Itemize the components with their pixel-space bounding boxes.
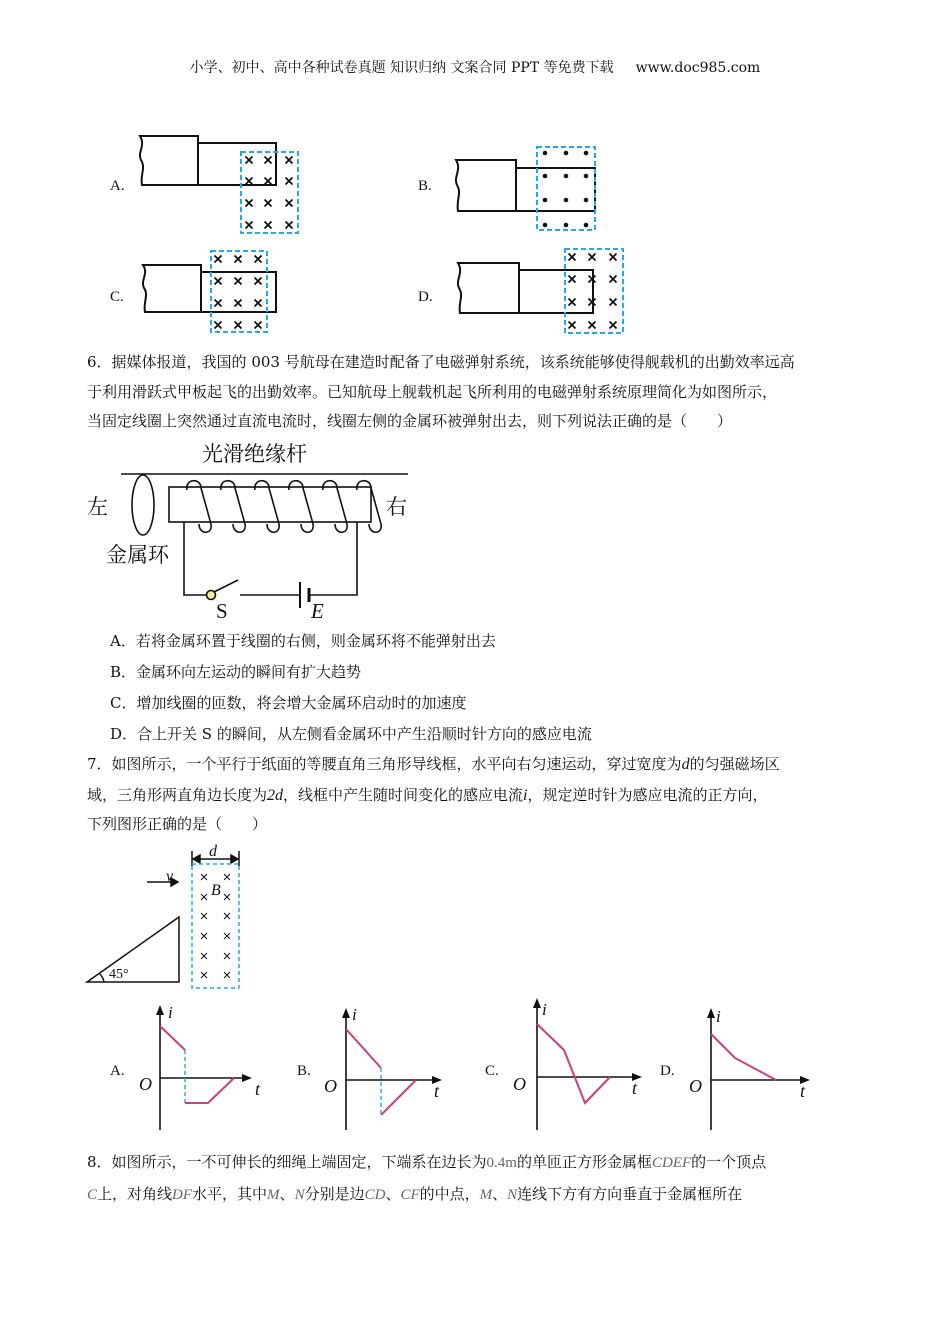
battery-label: E bbox=[311, 599, 324, 623]
dot-mark bbox=[564, 198, 569, 203]
cross-mark bbox=[224, 874, 230, 880]
left-label: 左 bbox=[87, 495, 108, 519]
cross-mark bbox=[201, 933, 207, 939]
q6-line-2: 于利用滑跃式甲板起飞的出勤效率。已知航母上舰载机起飞所利用的电磁弹射系统原理简化为如图所示， bbox=[87, 383, 778, 401]
coil-winding bbox=[187, 481, 381, 533]
cross-mark bbox=[224, 972, 230, 978]
graph-option-label: C. bbox=[485, 1063, 499, 1079]
cross-mark bbox=[246, 178, 253, 185]
rod-label: 光滑绝缘杆 bbox=[202, 442, 307, 466]
dot-mark bbox=[584, 174, 589, 179]
field-label: B bbox=[211, 882, 221, 899]
current-curve bbox=[381, 1080, 416, 1115]
q5-figures bbox=[140, 136, 595, 313]
cross-mark bbox=[224, 953, 230, 959]
current-curve bbox=[537, 1024, 610, 1103]
text: 水平，其中 bbox=[192, 1185, 268, 1203]
cross-mark bbox=[246, 157, 253, 164]
current-curve bbox=[346, 1029, 381, 1068]
q6-line-3: 当固定线圈上突然通过直流电流时，线圈左侧的金属环被弹射出去，则下列说法正确的是（ ） bbox=[87, 412, 733, 430]
math-symbol: M bbox=[267, 1187, 280, 1203]
cross-mark bbox=[235, 256, 242, 263]
t-axis-arrow bbox=[242, 1074, 252, 1082]
cross-mark bbox=[215, 322, 222, 329]
q7-line-3: 下列图形正确的是（ ） bbox=[87, 815, 268, 833]
t-axis-label: t bbox=[434, 1081, 440, 1101]
header-text: 小学、初中、高中各种试卷真题 知识归纳 文案合同 PPT 等免费下载 bbox=[189, 60, 614, 76]
math-symbol: N bbox=[294, 1187, 305, 1203]
i-axis-label: i bbox=[716, 1007, 721, 1026]
cross-mark bbox=[286, 157, 293, 164]
q5-option-d[interactable]: D. bbox=[418, 289, 433, 305]
text: 连线下方有方向垂直于金属框所在 bbox=[517, 1185, 743, 1203]
q5-option-a[interactable]: A. bbox=[110, 178, 125, 194]
cross-mark bbox=[265, 178, 272, 185]
dot-mark bbox=[543, 151, 548, 156]
graph-b bbox=[297, 1005, 442, 1130]
origin-label: O bbox=[324, 1076, 337, 1096]
math-i: i bbox=[523, 787, 528, 804]
angle-label: 45° bbox=[109, 967, 129, 982]
graph-option-label: B. bbox=[297, 1063, 311, 1079]
math-symbol: DF bbox=[172, 1187, 193, 1203]
i-axis-label: i bbox=[352, 1005, 357, 1024]
i-axis-label: i bbox=[542, 1000, 547, 1019]
cross-mark bbox=[569, 276, 576, 283]
text: 的单匝正方形金属框 bbox=[516, 1153, 652, 1171]
current-curve bbox=[711, 1034, 776, 1080]
q6-option-b[interactable]: B．金属环向左运动的瞬间有扩大趋势 bbox=[110, 663, 362, 681]
text: 的一个顶点 bbox=[691, 1153, 767, 1171]
math-cdef: CDEF bbox=[651, 1155, 692, 1171]
triangle-diagram bbox=[87, 851, 239, 982]
dot-mark bbox=[564, 174, 569, 179]
q5-option-c[interactable]: C. bbox=[110, 289, 124, 305]
text: 、 bbox=[492, 1185, 508, 1203]
math-symbol: C bbox=[87, 1187, 98, 1203]
ring-label: 金属环 bbox=[106, 543, 169, 567]
cross-mark bbox=[246, 200, 253, 207]
text: ，规定逆时针为感应电流的正方向， bbox=[527, 786, 768, 804]
cross-mark bbox=[610, 322, 617, 329]
text: 8．如图所示，一不可伸长的细绳上端固定，下端系在边长为 bbox=[87, 1153, 487, 1171]
cross-mark bbox=[286, 178, 293, 185]
math-symbol: M bbox=[479, 1187, 493, 1203]
header-url: www.doc985.com bbox=[635, 60, 761, 76]
dot-mark bbox=[584, 223, 589, 228]
text: 分别是边 bbox=[304, 1185, 365, 1203]
math-2d: 2d bbox=[267, 787, 284, 804]
switch-arm bbox=[214, 580, 238, 592]
switch-label: S bbox=[216, 599, 228, 623]
q6-option-d[interactable]: D．合上开关 S 的瞬间，从左侧看金属环中产生沿顺时针方向的感应电流 bbox=[110, 725, 592, 743]
velocity-label: v bbox=[166, 868, 174, 885]
cross-mark bbox=[569, 254, 576, 261]
cross-mark bbox=[610, 299, 617, 306]
math-symbol: N bbox=[507, 1187, 518, 1203]
angle-arc bbox=[99, 973, 104, 982]
cross-mark bbox=[255, 300, 262, 307]
cross-mark bbox=[215, 300, 222, 307]
cross-mark bbox=[201, 894, 207, 900]
width-label: d bbox=[209, 843, 217, 860]
cross-mark bbox=[610, 254, 617, 261]
text: 域，三角形两直角边长度为 bbox=[87, 786, 268, 804]
t-axis-label: t bbox=[632, 1078, 638, 1098]
cross-mark bbox=[201, 953, 207, 959]
cross-mark bbox=[201, 874, 207, 880]
i-axis-label: i bbox=[168, 1003, 173, 1022]
graph-c bbox=[485, 998, 642, 1130]
dot-mark bbox=[564, 151, 569, 156]
i-axis-arrow bbox=[707, 1008, 715, 1018]
cross-mark bbox=[255, 322, 262, 329]
origin-label: O bbox=[139, 1074, 152, 1094]
cross-mark bbox=[569, 299, 576, 306]
q6-option-a[interactable]: A．若将金属环置于线圈的右侧，则金属环将不能弹射出去 bbox=[110, 632, 496, 650]
i-axis-arrow bbox=[156, 1005, 164, 1015]
q7-line-1 bbox=[87, 754, 780, 775]
graph-option-label: D. bbox=[660, 1063, 675, 1079]
i-axis-arrow bbox=[342, 1008, 350, 1018]
cross-mark bbox=[286, 200, 293, 207]
cross-mark bbox=[589, 322, 596, 329]
cross-mark bbox=[569, 322, 576, 329]
dot-mark bbox=[543, 223, 548, 228]
metal-ring bbox=[132, 475, 154, 535]
graph-option-label: A. bbox=[110, 1063, 125, 1079]
right-label: 右 bbox=[386, 495, 407, 519]
q5-option-b[interactable]: B. bbox=[418, 178, 432, 194]
q7-line-2 bbox=[87, 785, 768, 806]
cross-mark bbox=[265, 200, 272, 207]
switch-pivot bbox=[207, 591, 216, 600]
cross-mark bbox=[255, 256, 262, 263]
origin-label: O bbox=[689, 1076, 702, 1096]
cross-mark bbox=[255, 278, 262, 285]
text: 7．如图所示，一个平行于纸面的等腰直角三角形导线框，水平向右匀速运动，穿过宽度为 bbox=[87, 755, 682, 773]
cross-mark bbox=[265, 157, 272, 164]
cross-mark bbox=[201, 972, 207, 978]
current-curve bbox=[185, 1078, 234, 1103]
math-length: 0.4m bbox=[486, 1155, 517, 1171]
cross-mark bbox=[224, 933, 230, 939]
text: 的匀强磁场区 bbox=[689, 755, 780, 773]
text: ，线框中产生随时间变化的感应电流 bbox=[283, 786, 524, 804]
cross-mark bbox=[286, 222, 293, 229]
text: 的中点， bbox=[419, 1185, 480, 1203]
text: 上，对角线 bbox=[97, 1185, 173, 1203]
dot-mark bbox=[584, 151, 589, 156]
text: 、 bbox=[279, 1185, 295, 1203]
origin-label: O bbox=[513, 1074, 526, 1094]
cross-mark bbox=[215, 256, 222, 263]
q5-field-marks bbox=[215, 151, 617, 329]
math-symbol: CD bbox=[364, 1187, 386, 1203]
cross-mark bbox=[235, 300, 242, 307]
q6-line-1: 6．据媒体报道，我国的 003 号航母在建造时配备了电磁弹射系统，该系统能够使得舰载机的出勤效率远高 bbox=[87, 353, 795, 371]
dot-mark bbox=[543, 174, 548, 179]
cross-mark bbox=[201, 913, 207, 919]
current-curve bbox=[160, 1026, 185, 1050]
cross-mark bbox=[589, 254, 596, 261]
i-axis-arrow bbox=[533, 998, 541, 1008]
coil-diagram bbox=[121, 474, 408, 608]
cross-mark bbox=[246, 222, 253, 229]
cross-mark bbox=[265, 222, 272, 229]
dot-mark bbox=[564, 223, 569, 228]
q5-field-boxes bbox=[211, 147, 623, 333]
q8-line-2 bbox=[87, 1184, 742, 1205]
cross-mark bbox=[224, 894, 230, 900]
math-symbol: CF bbox=[400, 1187, 420, 1203]
q7-graphs bbox=[110, 998, 810, 1130]
cross-mark bbox=[610, 276, 617, 283]
t-axis-label: t bbox=[255, 1079, 261, 1099]
graph-a bbox=[110, 1003, 261, 1130]
graph-d bbox=[660, 1007, 810, 1130]
cross-mark bbox=[235, 322, 242, 329]
triangle-frame bbox=[87, 917, 179, 982]
cross-mark bbox=[215, 278, 222, 285]
math-d: d bbox=[681, 756, 690, 773]
q8-line-1 bbox=[87, 1152, 766, 1173]
text: 、 bbox=[385, 1185, 401, 1203]
dot-mark bbox=[543, 198, 548, 203]
t-axis-label: t bbox=[800, 1081, 806, 1101]
cross-mark bbox=[235, 278, 242, 285]
cross-mark bbox=[224, 913, 230, 919]
q6-option-c[interactable]: C．增加线圈的匝数，将会增大金属环启动时的加速度 bbox=[110, 694, 467, 712]
dot-mark bbox=[584, 198, 589, 203]
